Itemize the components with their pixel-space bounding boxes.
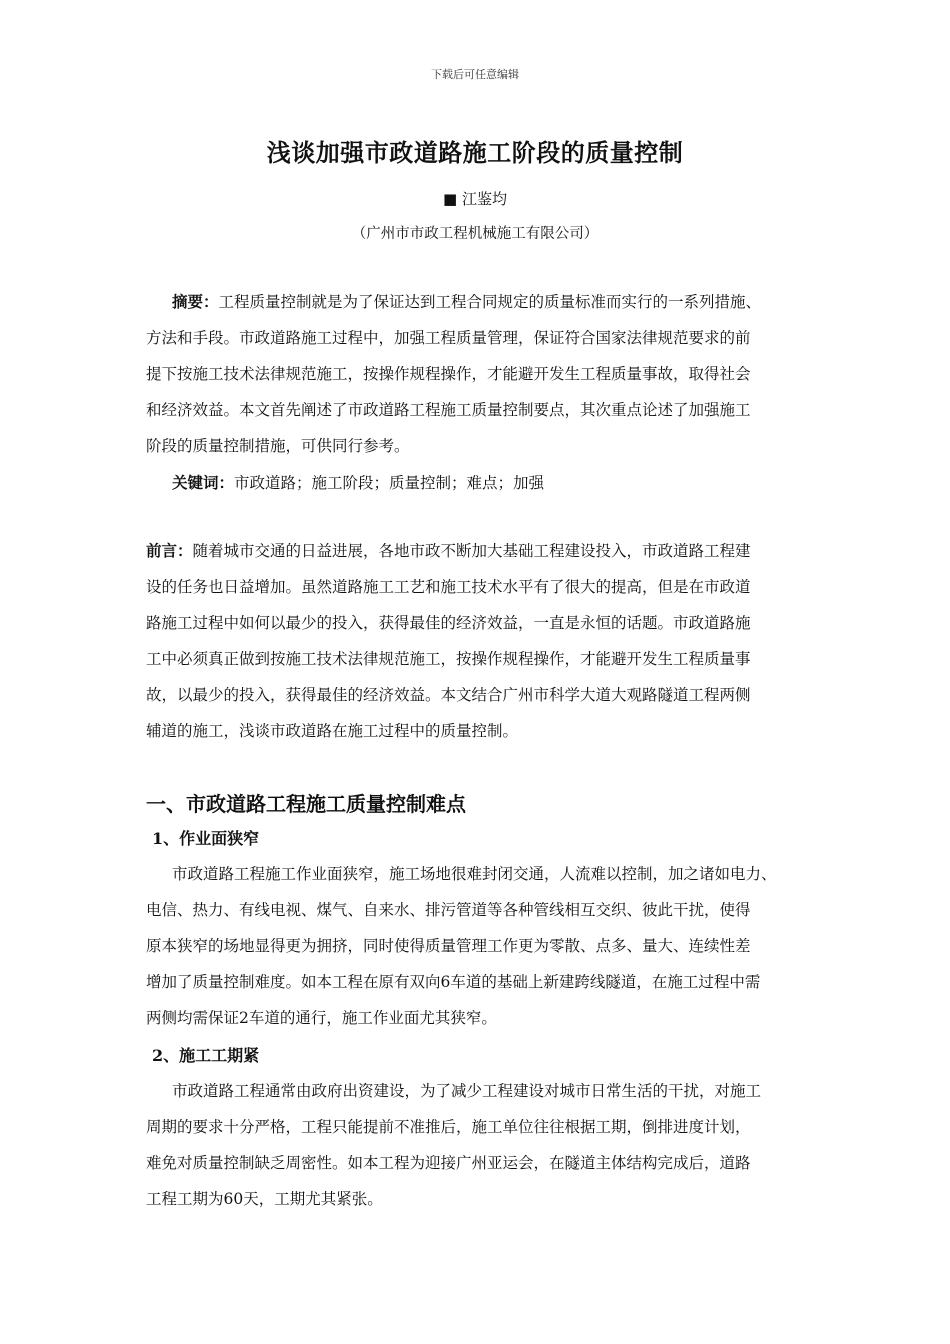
preface-line: 故，以最少的投入，获得最佳的经济效益。本文结合广州市科学大道大观路隧道工程两侧 bbox=[146, 686, 751, 704]
body-line: 周期的要求十分严格，工程只能提前不准推后，施工单位往往根据工期，倒排进度计划， bbox=[146, 1118, 751, 1136]
body-line: 市政道路工程通常由政府出资建设，为了减少工程建设对城市日常生活的干扰，对施工 bbox=[172, 1082, 762, 1100]
header-watermark: 下载后可任意编辑 bbox=[431, 68, 519, 81]
body-line: 增加了质量控制难度。如本工程在原有双向6车道的基础上新建跨线隧道，在施工过程中需 bbox=[146, 973, 761, 991]
abstract-text: 工程质量控制就是为了保证达到工程合同规定的质量标准而实行的一系列措施、 bbox=[218, 293, 762, 311]
abstract-label: 摘要： bbox=[172, 292, 219, 311]
preface-line: 工中必须真正做到按施工技术法律规范施工，按操作规程操作，才能避开发生工程质量事 bbox=[146, 650, 751, 668]
body-line: 两侧均需保证2车道的通行，施工作业面尤其狭窄。 bbox=[146, 1009, 497, 1027]
abstract-line: 提下按施工技术法律规范施工，按操作规程操作，才能避开发生工程质量事故，取得社会 bbox=[146, 365, 751, 383]
abstract-line: 阶段的质量控制措施，可供同行参考。 bbox=[146, 437, 410, 455]
preface-line: 路施工过程中如何以最少的投入，获得最佳的经济效益，一直是永恒的话题。市政道路施 bbox=[146, 614, 751, 632]
body-line: 原本狭窄的场地显得更为拥挤，同时使得质量管理工作更为零散、点多、量大、连续性差 bbox=[146, 937, 751, 955]
body-line: 难免对质量控制缺乏周密性。如本工程为迎接广州亚运会，在隧道主体结构完成后，道路 bbox=[146, 1154, 751, 1172]
subsection-heading: 1、作业面狭窄 bbox=[152, 829, 260, 848]
preface-label: 前言： bbox=[146, 541, 193, 560]
subsection-heading: 2、施工工期紧 bbox=[152, 1046, 260, 1065]
section-heading: 一、市政道路工程施工质量控制难点 bbox=[146, 792, 466, 816]
preface-line: 辅道的施工，浅谈市政道路在施工过程中的质量控制。 bbox=[146, 722, 519, 740]
body-line: 电信、热力、有线电视、煤气、自来水、排污管道等各种管线相互交织、彼此干扰，使得 bbox=[146, 901, 751, 919]
keywords-line bbox=[172, 471, 544, 493]
abstract-line: 和经济效益。本文首先阐述了市政道路工程施工质量控制要点，其次重点论述了加强施工 bbox=[146, 401, 751, 419]
body-line: 市政道路工程施工作业面狭窄，施工场地很难封闭交通，人流难以控制，加之诸如电力、 bbox=[172, 865, 777, 883]
keywords-label: 关键词： bbox=[172, 473, 235, 492]
abstract-line: 方法和手段。市政道路施工过程中，加强工程质量管理，保证符合国家法律规范要求的前 bbox=[146, 329, 751, 347]
affiliation-line: （广州市市政工程机械施工有限公司） bbox=[351, 226, 599, 242]
keywords-text: 市政道路；施工阶段；质量控制；难点；加强 bbox=[234, 474, 545, 492]
body-line: 工程工期为60天，工期尤其紧张。 bbox=[146, 1190, 383, 1208]
abstract-line bbox=[172, 290, 761, 312]
article-title: 浅谈加强市政道路施工阶段的质量控制 bbox=[266, 138, 684, 167]
preface-text: 随着城市交通的日益进展，各地市政不断加大基础工程建设投入，市政道路工程建 bbox=[192, 542, 751, 560]
preface-line: 设的任务也日益增加。虽然道路施工工艺和施工技术水平有了很大的提高，但是在市政道 bbox=[146, 578, 751, 596]
preface-line bbox=[146, 539, 751, 561]
author-line: ■ 江鉴均 bbox=[443, 190, 507, 208]
